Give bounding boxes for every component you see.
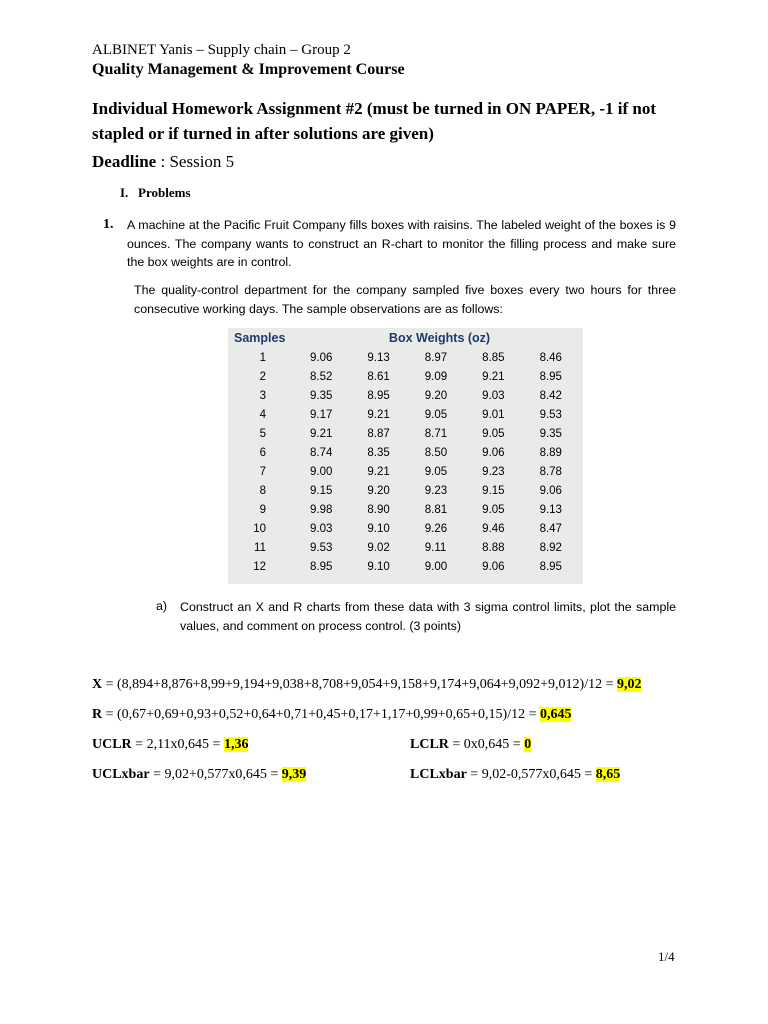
box-weight-cell: 9.21 xyxy=(367,465,390,478)
box-weight-cell: 8.95 xyxy=(539,370,562,383)
lclxbar-result: 8,65 xyxy=(595,767,621,782)
sample-number-cell: 3 xyxy=(259,389,266,402)
box-weight-cell: 9.10 xyxy=(367,560,390,573)
sample-number-cell: 12 xyxy=(253,560,266,573)
box-weight-cell: 9.21 xyxy=(482,370,505,383)
box-weight-cell: 9.21 xyxy=(367,408,390,421)
lclxbar-label: LCLxbar xyxy=(410,767,467,782)
deadline-value: : Session 5 xyxy=(156,152,235,171)
box-weight-cell: 9.13 xyxy=(367,351,390,364)
lclxbar-expression: = 9,02-0,577x0,645 = xyxy=(466,767,596,782)
box-weight-cell: 9.23 xyxy=(482,465,505,478)
question-a-label: a) xyxy=(156,599,168,613)
course-title: Quality Management & Improvement Course xyxy=(92,61,405,78)
box-weight-cell: 9.98 xyxy=(310,503,333,516)
box-weight-cell: 9.03 xyxy=(310,522,333,535)
r-label: R xyxy=(92,707,103,722)
box-weights-table xyxy=(228,328,583,584)
samples-header: Samples xyxy=(234,331,286,345)
lclr-label: LCLR xyxy=(410,737,449,752)
box-weight-cell: 9.20 xyxy=(424,389,448,402)
box-weight-cell: 9.05 xyxy=(424,465,448,478)
r-mean-equation xyxy=(92,707,571,723)
problem-number: 1. xyxy=(103,217,114,232)
box-weight-cell: 8.95 xyxy=(367,389,390,402)
box-weight-cell: 8.92 xyxy=(539,541,562,554)
sample-number-cell: 10 xyxy=(253,522,266,535)
box-weight-cell: 9.00 xyxy=(424,560,448,573)
table-row xyxy=(228,462,583,481)
box-weight-cell: 9.23 xyxy=(424,484,448,497)
box-weight-cell: 8.71 xyxy=(424,427,448,440)
lclr-result: 0 xyxy=(524,737,532,752)
box-weight-cell: 8.90 xyxy=(367,503,390,516)
box-weight-cell: 9.05 xyxy=(482,503,505,516)
box-weight-cell: 9.20 xyxy=(367,484,390,497)
box-weight-cell: 9.35 xyxy=(310,389,333,402)
box-weight-cell: 8.85 xyxy=(482,351,505,364)
assignment-title: Individual Homework Assignment #2 (must be turned in ON PAPER, -1 if not stapled or if turned in after solutions are given) xyxy=(92,99,657,143)
sample-number-cell: 2 xyxy=(259,370,266,383)
box-weight-cell: 9.00 xyxy=(310,465,333,478)
box-weight-cell: 9.06 xyxy=(539,484,562,497)
box-weight-cell: 9.46 xyxy=(482,522,505,535)
box-weight-cell: 8.35 xyxy=(367,446,390,459)
deadline-label: Deadline xyxy=(92,152,157,171)
box-weight-cell: 9.06 xyxy=(482,446,505,459)
sample-number-cell: 7 xyxy=(259,465,266,478)
x-label: X xyxy=(92,677,103,692)
box-weight-cell: 9.06 xyxy=(482,560,505,573)
box-weight-cell: 9.02 xyxy=(367,541,390,554)
box-weight-cell: 8.81 xyxy=(424,503,448,516)
box-weight-cell: 8.87 xyxy=(367,427,390,440)
author-line: ALBINET Yanis – Supply chain – Group 2 xyxy=(92,42,351,58)
table-row xyxy=(228,519,583,538)
x-mean-equation xyxy=(92,677,641,693)
box-weight-cell: 9.53 xyxy=(539,408,562,421)
lclr-expression: = 0x0,645 = xyxy=(448,737,525,752)
sample-number-cell: 4 xyxy=(259,408,266,421)
weights-header: Box Weights (oz) xyxy=(388,331,491,345)
table-row xyxy=(228,443,583,462)
box-weight-cell: 9.05 xyxy=(482,427,505,440)
problem-paragraph-1: A machine at the Pacific Fruit Company fills boxes with raisins. The labeled weight of the boxes is 9 ounces. The company wants to construct an R-chart to monitor the filling process and make sure the box weights are in control. xyxy=(127,218,676,269)
sample-number-cell: 8 xyxy=(259,484,266,497)
deadline xyxy=(92,152,234,172)
r-result: 0,645 xyxy=(539,707,572,722)
sample-number-cell: 11 xyxy=(254,541,266,554)
table-row xyxy=(228,538,583,557)
box-weight-cell: 8.95 xyxy=(310,560,333,573)
uclr-equation xyxy=(92,737,248,753)
table-row xyxy=(228,405,583,424)
box-weight-cell: 8.89 xyxy=(539,446,562,459)
box-weight-cell: 9.26 xyxy=(424,522,448,535)
lclr-equation xyxy=(410,737,531,753)
box-weight-cell: 8.97 xyxy=(424,351,448,364)
table-row xyxy=(228,557,583,576)
lclxbar-equation xyxy=(410,767,620,783)
uclxbar-label: UCLxbar xyxy=(92,767,150,782)
box-weight-cell: 9.09 xyxy=(424,370,448,383)
box-weight-cell: 9.11 xyxy=(424,541,447,554)
table-row xyxy=(228,348,583,367)
page-number: 1/4 xyxy=(658,949,675,964)
box-weight-cell: 9.13 xyxy=(539,503,562,516)
sample-number-cell: 9 xyxy=(259,503,266,516)
r-expression: = (0,67+0,69+0,93+0,52+0,64+0,71+0,45+0,17+1,17+0,99+0,65+0,15)/12 = xyxy=(102,707,540,722)
box-weight-cell: 8.42 xyxy=(539,389,562,402)
sample-number-cell: 5 xyxy=(259,427,266,440)
x-result: 9,02 xyxy=(616,677,642,692)
box-weight-cell: 8.88 xyxy=(482,541,505,554)
box-weight-cell: 9.17 xyxy=(310,408,333,421)
box-weight-cell: 9.03 xyxy=(482,389,505,402)
box-weight-cell: 8.95 xyxy=(539,560,562,573)
table-row xyxy=(228,500,583,519)
problem-paragraph-2: The quality-control department for the company sampled five boxes every two hours for three consecutive working days. The sample observations are as follows: xyxy=(134,283,676,316)
uclr-expression: = 2,11x0,645 = xyxy=(131,737,224,752)
table-row xyxy=(228,424,583,443)
box-weight-cell: 9.15 xyxy=(482,484,505,497)
table-row xyxy=(228,367,583,386)
x-expression: = (8,894+8,876+8,99+9,194+9,038+8,708+9,054+9,158+9,174+9,064+9,092+9,012)/12 = xyxy=(102,677,617,692)
box-weight-cell: 9.01 xyxy=(482,408,505,421)
box-weight-cell: 9.53 xyxy=(310,541,333,554)
table-body xyxy=(228,348,583,576)
question-a-text: Construct an X and R charts from these data with 3 sigma control limits, plot the sample values, and comment on process control. (3 points) xyxy=(180,600,676,633)
box-weight-cell: 8.52 xyxy=(310,370,333,383)
box-weight-cell: 9.05 xyxy=(424,408,448,421)
sample-number-cell: 6 xyxy=(259,446,266,459)
table-row xyxy=(228,386,583,405)
sample-number-cell: 1 xyxy=(259,351,266,364)
table-row xyxy=(228,481,583,500)
box-weight-cell: 8.74 xyxy=(310,446,333,459)
box-weight-cell: 8.61 xyxy=(367,370,390,383)
box-weight-cell: 8.47 xyxy=(539,522,562,535)
box-weight-cell: 9.21 xyxy=(310,427,333,440)
box-weight-cell: 8.78 xyxy=(539,465,562,478)
box-weight-cell: 8.50 xyxy=(424,446,448,459)
box-weight-cell: 9.35 xyxy=(539,427,562,440)
box-weight-cell: 9.10 xyxy=(367,522,390,535)
uclxbar-result: 9,39 xyxy=(281,767,307,782)
section-heading: I. Problems xyxy=(120,185,191,200)
uclr-result: 1,36 xyxy=(223,737,249,752)
uclr-label: UCLR xyxy=(92,737,132,752)
uclxbar-expression: = 9,02+0,577x0,645 = xyxy=(149,767,282,782)
uclxbar-equation xyxy=(92,767,306,783)
box-weight-cell: 9.15 xyxy=(310,484,333,497)
box-weight-cell: 8.46 xyxy=(539,351,562,364)
box-weight-cell: 9.06 xyxy=(310,351,333,364)
